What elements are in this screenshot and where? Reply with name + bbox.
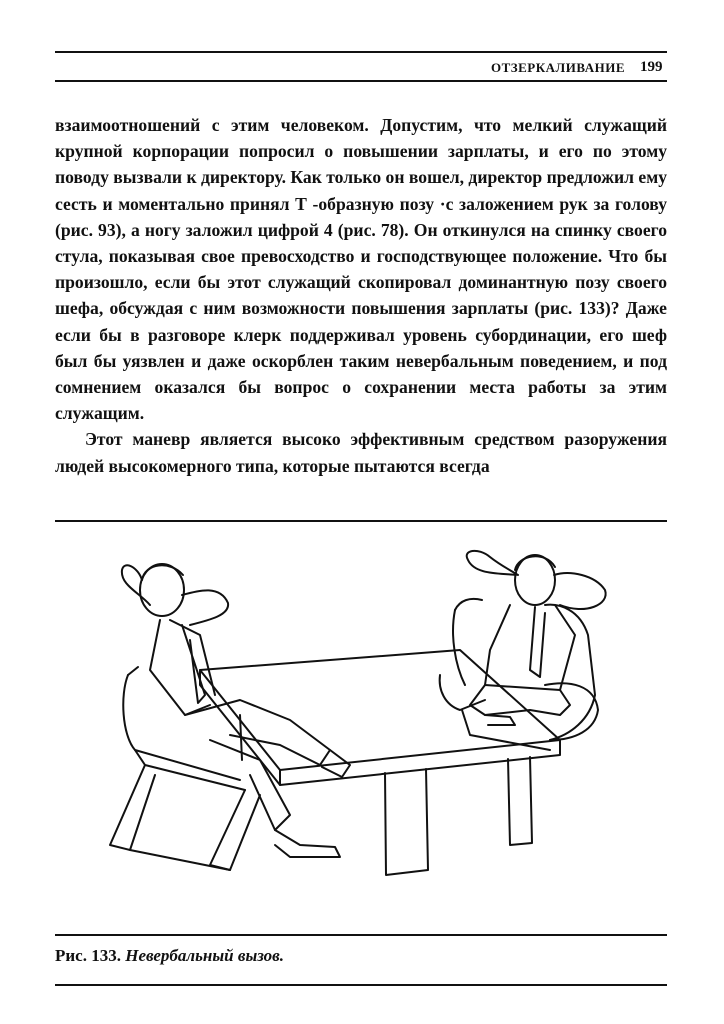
figure-caption-text: Невербальный вызов. [125, 946, 284, 965]
header-rule-bottom [55, 80, 667, 82]
running-header-title: ОТЗЕРКАЛИВАНИЕ [490, 60, 625, 75]
figure-caption [55, 946, 284, 966]
left-man-drawing [122, 564, 350, 857]
caption-rule-bottom [55, 984, 667, 986]
right-armchair-drawing [440, 599, 598, 750]
header-rule-top [55, 51, 667, 53]
table-drawing [200, 650, 560, 875]
caption-rule-top [55, 934, 667, 936]
paragraph-1: взаимоотношений с этим человеком. Допустим, что мелкий служащий крупной корпорации попросил о повышении зарплаты, и его по этому поводу вызвали к директору. Как только он вошел, директор предложил ему сесть и моментально принял Т -образную позу ·с заложением рук за голову (рис. 93), а ногу заложил цифрой 4 (рис. 78). Он откинулся на спинку своего стула, показывая свое превосходство и господствующее положение. Что бы произошло, если бы этот служащий скопировал доминантную позу своего шефа, обсуждая с ним возможности повышения зарплаты (рис. 133)? Даже если бы в разговоре клерк поддерживал уровень субординации, его шеф был бы уязвлен и даже оскорблен таким невербальным поведением, и под сомнением оказался бы вопрос о сохранении места работы за этим служащим. [55, 115, 667, 424]
illustration-two-men-at-table [90, 545, 630, 905]
left-chair-drawing [110, 667, 260, 870]
paragraph-2: Этот маневр является высоко эффективным средством разоружения людей высокомерного типа, которые пытаются всегда [55, 429, 667, 476]
text-divider-rule [55, 520, 667, 522]
page-number: 199 [640, 59, 663, 75]
body-text [55, 112, 667, 479]
figure-caption-label: Рис. 133. [55, 946, 121, 965]
right-man-drawing [467, 551, 606, 725]
